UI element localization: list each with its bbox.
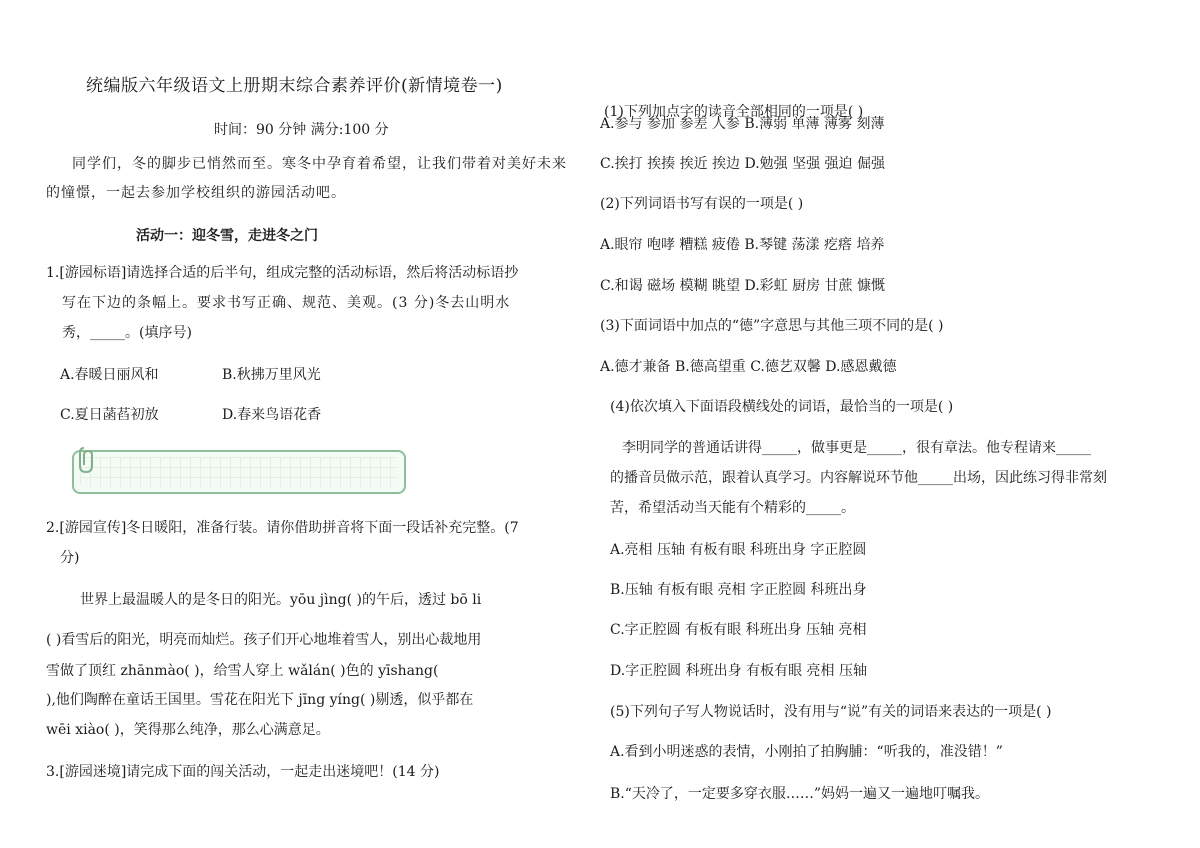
s4-question: (4)依次填入下面语段横线处的词语，最恰当的一项是( ): [610, 399, 954, 415]
paperclip-icon: [78, 446, 98, 474]
s4-passage-2: 的播音员做示范，跟着认真学习。内容解说环节他_____出场，因此练习得非常刻: [610, 470, 1107, 486]
q2-line-2: 分): [60, 550, 80, 566]
q2-line-1: 2.[游园宣传]冬日暖阳，准备行装。请你借助拼音将下面一段话补充完整。(7: [46, 520, 519, 536]
s4-option-b: B.压轴 有板有眼 亮相 字正腔圆 科班出身: [610, 582, 867, 598]
s1-options-2: C.挨打 挨揍 挨近 挨边 D.勉强 坚强 强迫 倔强: [600, 156, 885, 172]
s5-option-a: A.看到小明迷惑的表情，小刚拍了拍胸脯：“听我的，准没错！”: [610, 744, 1003, 760]
s4-option-d: D.字正腔圆 科班出身 有板有眼 亮相 压轴: [610, 663, 867, 679]
writing-banner[interactable]: [72, 450, 406, 494]
q2-passage-3: 雪做了顶红 zhānmào( )，给雪人穿上 wǎlán( )色的 yīshang(: [46, 663, 439, 679]
s3-options: A.德才兼备 B.德高望重 C.德艺双馨 D.感恩戴德: [600, 359, 897, 375]
time-info: 时间：90 分钟 满分:100 分: [214, 122, 389, 138]
q1-option-a: A.春暖日丽风和: [60, 367, 159, 383]
q1-option-b: B.秋拂万里风光: [222, 367, 321, 383]
q1-option-d: D.春来鸟语花香: [222, 407, 322, 423]
s4-passage-3: 苦，希望活动当天能有个精彩的_____。: [610, 500, 855, 516]
s1-question: (1)下列加点字的读音全部相同的一项是( ): [604, 104, 864, 120]
intro-line-1: 同学们，冬的脚步已悄然而至。寒冬中孕育着希望，让我们带着对美好未来: [72, 156, 567, 172]
activity1-heading: 活动一：迎冬雪，走进冬之门: [136, 228, 318, 244]
s4-option-c: C.字正腔圆 有板有眼 科班出身 压轴 亮相: [610, 622, 867, 638]
page-title: 统编版六年级语文上册期末综合素养评价(新情境卷一): [86, 76, 503, 96]
q2-passage-5: wēi xiào( )，笑得那么纯净，那么心满意足。: [46, 722, 330, 738]
q1-line-2: 写在下边的条幅上。要求书写正确、规范、美观。(3 分)冬去山明水: [62, 295, 511, 311]
q2-passage-2: ( )看雪后的阳光，明亮而灿烂。孩子们开心地堆着雪人，别出心裁地用: [46, 632, 482, 648]
q1-line-1: 1.[游园标语]请选择合适的后半句，组成完整的活动标语，然后将活动标语抄: [46, 265, 519, 281]
s2-options-1: A.眼帘 咆哮 糟糕 疲倦 B.琴键 荡漾 疙瘩 培养: [600, 237, 885, 253]
q1-line-3: 秀，_____。(填序号): [62, 325, 192, 341]
s5-option-b: B.“天冷了，一定要多穿衣服……”妈妈一遍又一遍地叮嘱我。: [610, 786, 990, 802]
q1-option-c: C.夏日菡萏初放: [60, 407, 159, 423]
s2-question: (2)下列词语书写有误的一项是( ): [600, 196, 804, 212]
q2-passage-4: ),他们陶醉在童话王国里。雪花在阳光下 jīng yíng( )剔透，似乎都在: [46, 692, 474, 708]
banner-grid: [80, 457, 398, 487]
s4-passage-1: 李明同学的普通话讲得_____，做事更是_____，很有章法。他专程请来_____: [622, 440, 1091, 456]
s5-question: (5)下列句子写人物说话时，没有用与“说”有关的词语来表达的一项是( ): [610, 704, 1052, 720]
q3-line: 3.[游园迷境]请完成下面的闯关活动，一起走出迷境吧！(14 分): [46, 764, 440, 780]
s3-question: (3)下面词语中加点的“德”字意思与其他三项不同的是( ): [600, 318, 944, 334]
s1-options-1: A.参与 参加 参差 人参 B.薄弱 单薄 薄雾 刻薄: [600, 116, 885, 132]
intro-line-2: 的憧憬，一起去参加学校组织的游园活动吧。: [46, 185, 346, 201]
s2-options-2: C.和谒 磁场 模糊 眺望 D.彩虹 厨房 甘蔗 慷慨: [600, 278, 885, 294]
q2-passage-1: 世界上最温暖人的是冬日的阳光。yōu jìng( )的午后，透过 bō li: [80, 592, 482, 608]
s4-option-a: A.亮相 压轴 有板有眼 科班出身 字正腔圆: [610, 542, 867, 558]
